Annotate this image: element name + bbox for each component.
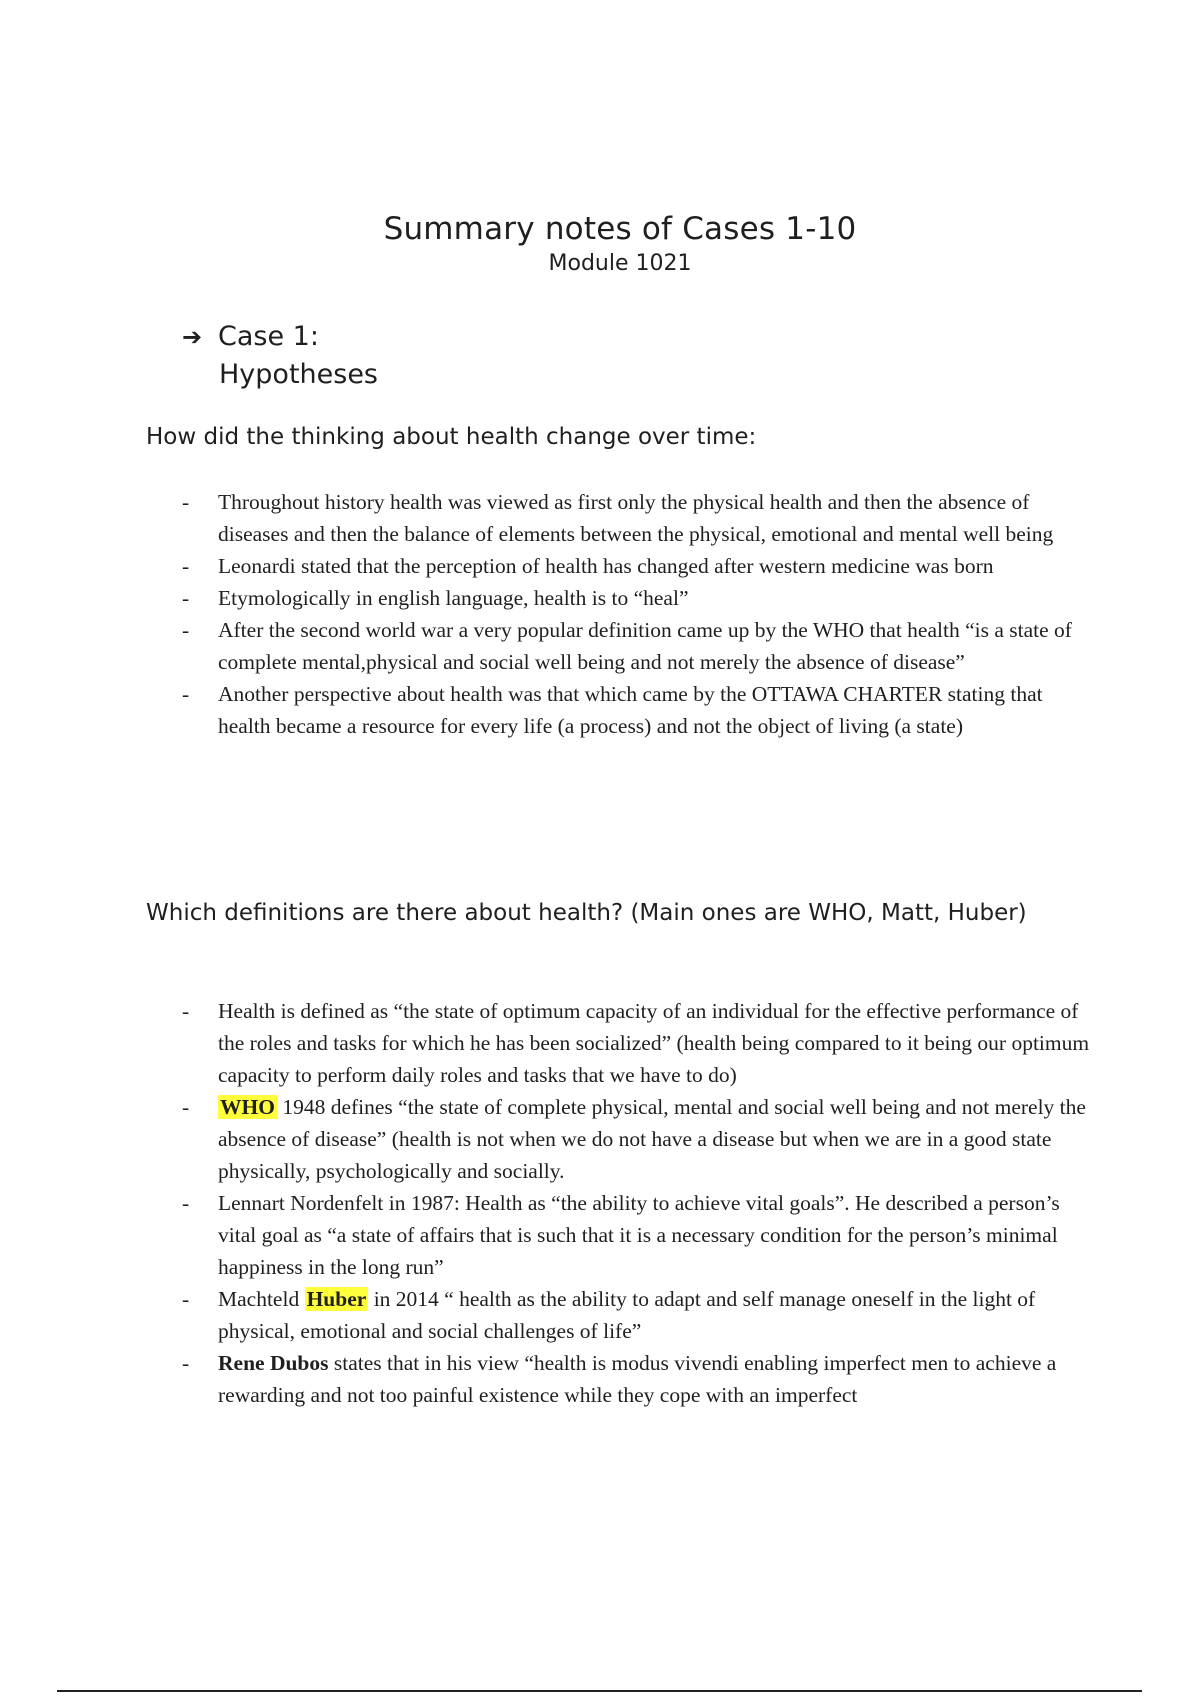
case-label: Case 1: bbox=[218, 321, 319, 352]
bullet-dash: - bbox=[182, 554, 190, 578]
highlighted-term: Huber bbox=[306, 1287, 367, 1311]
list-item-text: Throughout history health was viewed as first only the physical health and then the absence of diseases and then the balance of elements between the physical, emotional and mental well being bbox=[218, 490, 1054, 546]
document-title: Summary notes of Cases 1-10 bbox=[383, 211, 857, 247]
list-item bbox=[0, 995, 1200, 1091]
list-item-text: in 2014 “ health as the ability to adapt and self manage oneself in the light of physical, emotional and social challenges of life” bbox=[218, 1287, 1036, 1343]
list-item bbox=[0, 678, 1200, 742]
list-item bbox=[0, 1091, 1200, 1187]
case-subheading: Hypotheses bbox=[219, 359, 378, 390]
list-item bbox=[0, 1347, 1200, 1411]
case-heading bbox=[182, 318, 378, 393]
bold-name: Rene Dubos bbox=[218, 1351, 329, 1375]
list-item-text: Another perspective about health was that which came by the OTTAWA CHARTER stating that health became a resource for every life (a process) and not the object of living (a state) bbox=[218, 682, 1043, 738]
bullet-dash: - bbox=[182, 1095, 190, 1119]
bullet-dash: - bbox=[182, 1351, 190, 1375]
bullet-dash: - bbox=[182, 618, 190, 642]
list-item bbox=[0, 550, 1200, 582]
list-item bbox=[0, 1283, 1200, 1347]
arrow-icon: ➔ bbox=[182, 323, 203, 351]
bullet-dash: - bbox=[182, 1191, 190, 1215]
list-item-text-prefix: Machteld bbox=[218, 1287, 305, 1311]
section-question-1: How did the thinking about health change over time: bbox=[146, 424, 757, 450]
list-item-text: Etymologically in english language, health is to “heal” bbox=[218, 586, 689, 610]
list-item-text: states that in his view “health is modus vivendi enabling imperfect men to achieve a rewarding and not too painful existence while they cope with an imperfect bbox=[218, 1351, 1057, 1407]
bullet-dash: - bbox=[182, 1287, 190, 1311]
list-item-text: Leonardi stated that the perception of health has changed after western medicine was born bbox=[218, 554, 994, 578]
list-item-text: 1948 defines “the state of complete physical, mental and social well being and not merely the absence of disease” (health is not when we do not have a disease but when we are in a good state physically, psychologically and socially. bbox=[218, 1095, 1086, 1183]
list-item bbox=[0, 486, 1200, 550]
bullet-dash: - bbox=[182, 586, 190, 610]
bullet-list-2 bbox=[0, 995, 1200, 1411]
page-divider bbox=[57, 1690, 1142, 1692]
bullet-dash: - bbox=[182, 682, 190, 706]
list-item bbox=[0, 582, 1200, 614]
highlighted-term: WHO bbox=[220, 1095, 275, 1119]
list-item bbox=[0, 1187, 1200, 1283]
bullet-dash: - bbox=[182, 490, 190, 514]
list-item-text: Lennart Nordenfelt in 1987: Health as “the ability to achieve vital goals”. He described a person’s vital goal as “a state of affairs that is such that it is a necessary condition for the person’s minimal happiness in the long run” bbox=[218, 1191, 1060, 1279]
list-item-text: After the second world war a very popular definition came up by the WHO that health “is a state of complete mental,physical and social well being and not merely the absence of disease” bbox=[218, 618, 1072, 674]
list-item-text: Health is defined as “the state of optimum capacity of an individual for the effective performance of the roles and tasks for which he has been socialized” (health being compared to it being our optimum capacity to perform daily roles and tasks that we have to do) bbox=[218, 999, 1090, 1087]
bullet-list-1 bbox=[0, 486, 1200, 742]
bullet-dash: - bbox=[182, 999, 190, 1023]
section-question-2: Which definitions are there about health? (Main ones are WHO, Matt, Huber) bbox=[146, 900, 1027, 926]
title-block bbox=[0, 210, 1200, 278]
document-subtitle: Module 1021 bbox=[548, 251, 692, 276]
list-item bbox=[0, 614, 1200, 678]
